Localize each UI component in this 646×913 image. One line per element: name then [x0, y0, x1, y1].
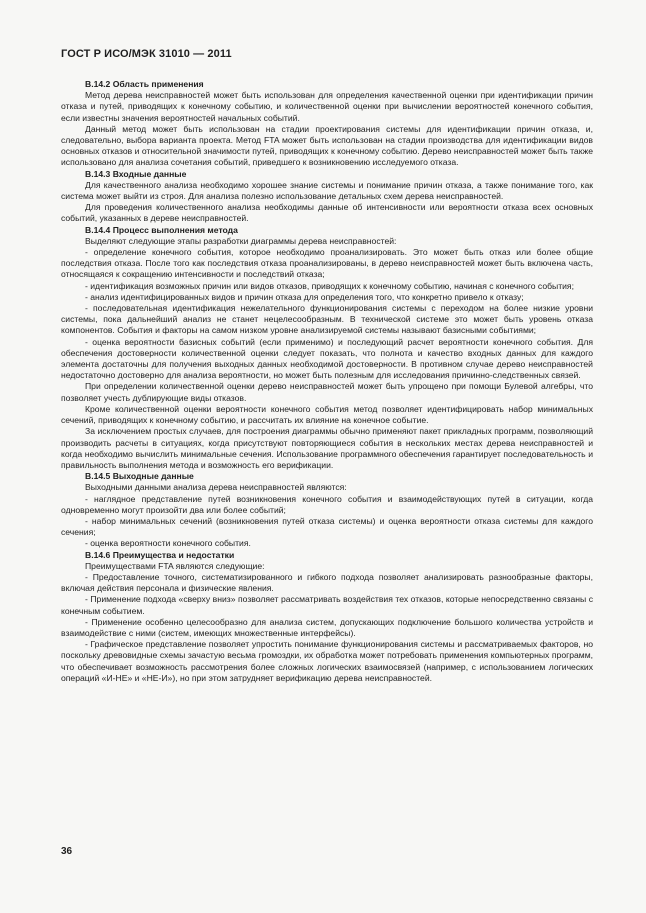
section-heading: В.14.5 Выходные данные: [85, 471, 194, 482]
paragraph: Данный метод может быть использован на стадии проектирования системы для идентификации причин отказа, и, следовательно, выбора варианта проекта. Метод FTA может быть использован на стадии производства для идентификации видов основных отказов и относительной значимости путей, приводящих к конечному событию. Дерево неисправностей может быть также использовано для анализа сочетания событий, приведшего к возникновению исследуемого отказа.: [61, 123, 593, 168]
document-header: ГОСТ Р ИСО/МЭК 31010 — 2011: [61, 48, 232, 60]
list-item: - анализ идентифицированных видов и причин отказа для определения того, что конкретно привело к отказу;: [85, 291, 524, 302]
page-number: 36: [61, 846, 73, 857]
paragraph: За исключением простых случаев, для построения диаграммы обычно применяют пакет прикладных программ, позволяющий производить расчеты в ситуациях, когда присутствуют повторяющиеся события в нескольких местах дерева неисправностей и когда необходимо вычислить минимальные сечения. Использование программного обеспечения гарантирует последовательность и правильность выполнения метода и возможность его верификации.: [61, 426, 593, 470]
section-heading: В.14.4 Процесс выполнения метода: [85, 224, 238, 235]
list-item: - оценка вероятности базисных событий (если применимо) и последующий расчет вероятности конечного события. Для обеспечения достоверности количественной оценки следует показать, что полнота и качество входных данных для каждого элемента достаточны для получения выходных данных необходимой достоверности. В противном случае дерево неисправностей недостаточно достоверно для анализа вероятности, но может быть полезным для исследования причинно-следственных связей.: [61, 336, 593, 381]
section-heading: В.14.2 Область применения: [85, 79, 204, 89]
list-item: - Применение особенно целесообразно для анализа систем, допускающих подключение большого количества устройств и взаимодействие с ними (систем, имеющих множественные интерфейсы).: [61, 616, 593, 638]
list-item: - определение конечного события, которое необходимо проанализировать. Это может быть отказ или более общие последствия отказа. После того как последствия отказа проанализированы, в дерево неисправностей может быть включена часть, относящаяся к сокращению интенсивности и последствий отказа;: [61, 247, 593, 280]
paragraph: Выходными данными анализа дерева неисправностей являются:: [85, 482, 347, 493]
list-item: - Графическое представление позволяет упростить понимание функционирования системы и рассматриваемых факторов, но поскольку древовидные схемы зачастую весьма громоздки, их обработка может потребовать применения компьютерных программ, что обеспечивает возможность рассмотрения более сложных логических взаимосвязей (например, с использованием логических операций «И-НЕ» и «НЕ-И»), но при этом затрудняет верификацию дерева неисправностей.: [61, 639, 593, 683]
list-item: - наглядное представление путей возникновения конечного события и взаимодействующих путей в ситуации, когда одновременно могут произойти два или более событий;: [61, 493, 593, 515]
paragraph: При определении количественной оценки дерево неисправностей может быть упрощено при помощи Булевой алгебры, что позволяет учесть дублирующие виды отказов.: [61, 381, 593, 403]
list-item: - последовательная идентификация нежелательного функционирования системы с переходом на более низкие уровни системы, пока дальнейший анализ не станет нецелесообразным. В технической системе это может быть уровень отказа компонентов. События и факторы на самом низком уровне анализируемой системы называют базисными событиями;: [61, 303, 593, 336]
paragraph: Преимуществами FTA являются следующие:: [85, 560, 265, 571]
paragraph: Метод дерева неисправностей может быть использован для определения качественной оценки при идентификации причин отказа и путей, приводящих к конечному событию, и количественной оценки при вычислении вероятностей конечного события, если известны значения вероятностей начальных событий.: [61, 90, 593, 123]
section-heading: В.14.6 Преимущества и недостатки: [85, 549, 235, 560]
paragraph: Для проведения количественного анализа необходимы данные об интенсивности или вероятности отказа всех основных событий, указанных в дереве неисправностей.: [61, 202, 593, 224]
list-item: - набор минимальных сечений (возникновения путей отказа системы) и оценка вероятности отказа системы для каждого сечения;: [61, 515, 593, 538]
list-item: - Предоставление точного, систематизированного и гибкого подхода позволяет анализировать разнообразные факторы, включая действия персонала и физические явления.: [61, 571, 593, 594]
section-heading: В.14.3 Входные данные: [85, 168, 187, 179]
document-body: [61, 79, 593, 684]
list-item: - Применение подхода «сверху вниз» позволяет рассматривать воздействия тех отказов, которые непосредственно связаны с конечным событием.: [61, 594, 593, 616]
list-item: - идентификация возможных причин или видов отказов, приводящих к конечному событию, начиная с конечного события;: [85, 280, 574, 291]
paragraph: Выделяют следующие этапы разработки диаграммы дерева неисправностей:: [85, 235, 397, 246]
list-item: - оценка вероятности конечного события.: [85, 538, 251, 549]
paragraph: Для качественного анализа необходимо хорошее знание системы и понимание причин отказа, а также понимание того, как система может выйти из строя. Для анализа полезно использование детальных схем дерева неисправностей.: [61, 179, 593, 202]
paragraph: Кроме количественной оценки вероятности конечного события метод позволяет идентифицировать набор минимальных сечений, приводящих к конечному событию, и рассчитать их влияние на конечное событие.: [61, 403, 593, 426]
